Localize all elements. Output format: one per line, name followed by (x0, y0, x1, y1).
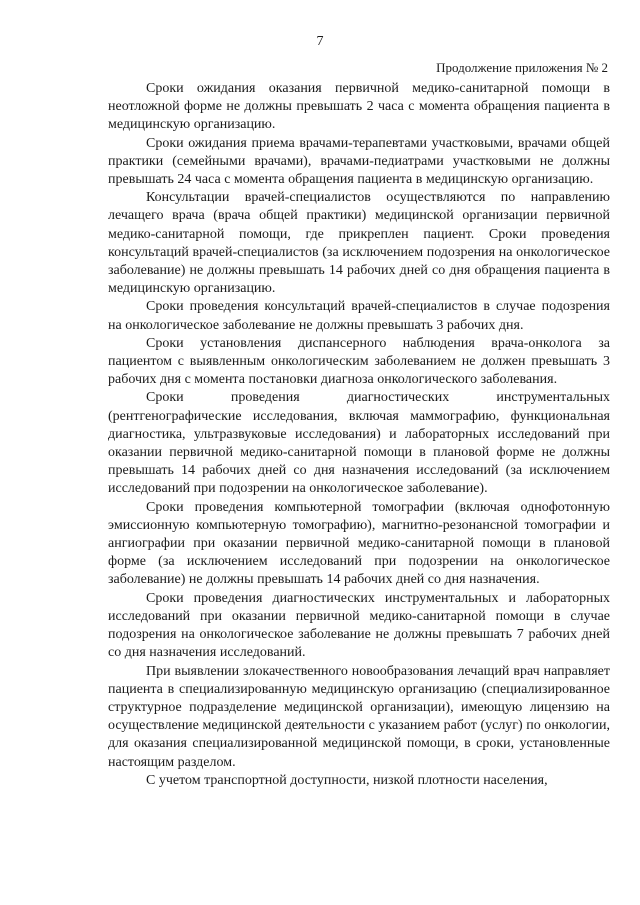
paragraph-diagnostic-tests: Сроки проведения диагностических инструментальных (рентгенографические исследования, включая маммографию, функциональная диагностика, ультразвуковые исследования) и лабораторных исследований при оказании первичной медико-санитарной помощи в плановой форме не должны превышать 14 рабочих дней со дня назначения исследований (за исключением исследований при подозрении на онкологическое заболевание). (108, 390, 610, 497)
page-number: 7 (316, 34, 324, 49)
paragraph-oncology-diagnostics: Сроки проведения диагностических инструментальных и лабораторных исследований при оказании первичной медико-санитарной помощи в случае подозрения на онкологическое заболевание не должны превышать 7 рабочих дней со дня назначения исследований. (108, 590, 610, 661)
paragraph-urgent-care-wait: Сроки ожидания оказания первичной медико-санитарной помощи в неотложной форме не должны превышать 2 часа с момента обращения пациента в медицинскую организацию. (108, 81, 610, 133)
paragraph-tomography: Сроки проведения компьютерной томографии (включая однофотонную эмиссионную компьютерную томографию), магнитно-резонансной томографии и ангиографии при оказании первичной медико-санитарной помощи в плановой форме (за исключением исследований при подозрении на онкологическое заболевание) не должны превышать 14 рабочих дней со дня назначения. (108, 499, 610, 588)
document-body (108, 80, 610, 790)
paragraph-oncology-observation: Сроки установления диспансерного наблюдения врача-онколога за пациентом с выявленным онкологическим заболеванием не должен превышать 3 рабочих дня с момента постановки диагноза онкологического заболевания. (108, 335, 610, 388)
paragraph-oncology-consultations: Сроки проведения консультаций врачей-специалистов в случае подозрения на онкологическое заболевание не должны превышать 3 рабочих дня. (108, 299, 610, 333)
paragraph-specialist-consultations: Консультации врачей-специалистов осуществляются по направлению лечащего врача (врача общей практики) медицинской организации первичной медико-санитарной помощи, где прикреплен пациент. Сроки проведения консультаций врачей-специалистов (за исключением подозрения на онкологическое заболевание) не должны превышать 14 рабочих дней со дня обращения пациента в медицинскую организацию. (108, 190, 610, 297)
paragraph-transport-accessibility: С учетом транспортной доступности, низкой плотности населения, (146, 772, 548, 788)
paragraph-therapist-wait: Сроки ожидания приема врачами-терапевтами участковыми, врачами общей практики (семейными врачами), врачами-педиатрами участковыми не должны превышать 24 часа с момента обращения пациента в медицинскую организацию. (108, 135, 610, 188)
appendix-continuation-note: Продолжение приложения № 2 (436, 60, 608, 75)
paragraph-malignancy-referral: При выявлении злокачественного новообразования лечащий врач направляет пациента в специализированную медицинскую организацию (специализированное структурное подразделение медицинской организации), имеющую лицензию на осуществление медицинской деятельности с указанием работ (услуг) по онкологии, для оказания специализированной медицинской помощи, в сроки, установленные настоящим разделом. (108, 663, 610, 770)
